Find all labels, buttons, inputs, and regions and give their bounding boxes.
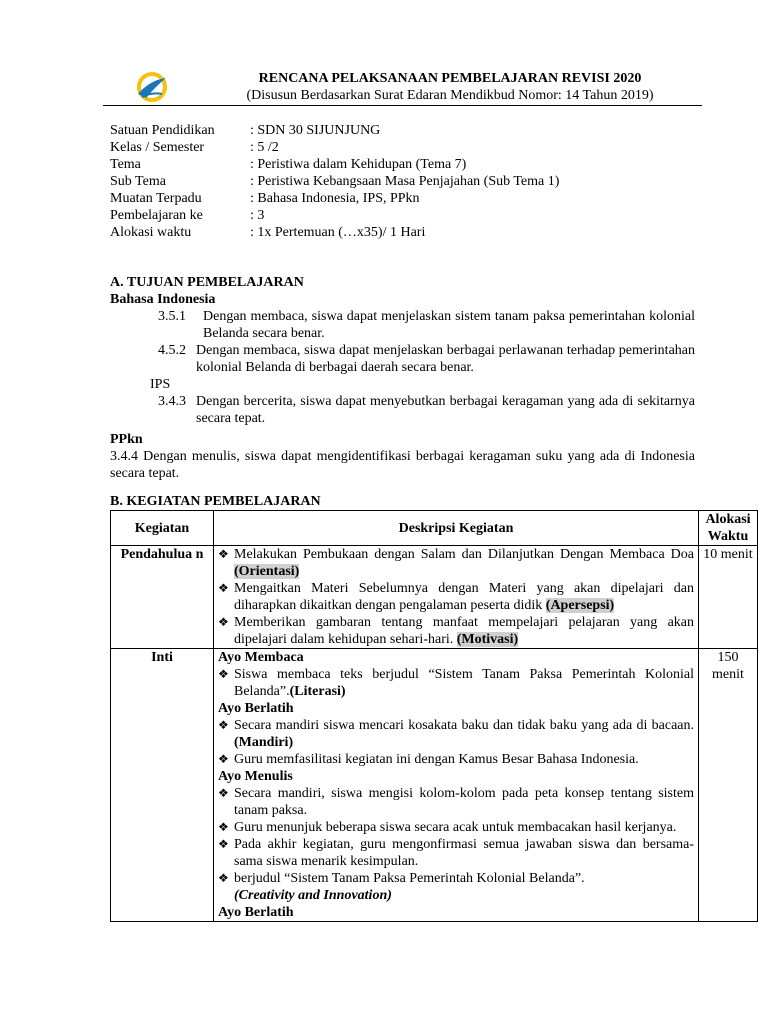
diamond-bullet-icon: ❖: [218, 615, 229, 629]
diamond-bullet-icon: ❖: [218, 718, 229, 732]
info-label: Kelas / Semester: [110, 140, 205, 155]
bullet-tag: (Motivasi): [456, 632, 519, 647]
info-value: : 1x Pertemuan (…x35)/ 1 Hari: [250, 225, 426, 240]
bullet-tag: (Apersepsi): [545, 598, 615, 613]
bullet-text: berjudul “Sistem Tanam Paksa Pemerintah Kolonial Belanda”.: [234, 871, 585, 886]
list-item: [218, 580, 694, 614]
bullet-text: Melakukan Pembukaan dengan Salam dan Dilanjutkan Dengan Membaca Doa: [234, 547, 694, 562]
table-header-row: [111, 511, 758, 546]
info-row: [110, 156, 559, 173]
info-row: [110, 139, 559, 156]
bullet-tag: (Mandiri): [234, 735, 294, 750]
activity-time: 150 menit: [699, 649, 758, 922]
subject-heading: Bahasa Indonesia: [110, 292, 216, 307]
activity-subheading: Ayo Membaca: [218, 650, 304, 665]
bullet-tag: (Creativity and Innovation): [234, 888, 392, 903]
list-item: [218, 717, 694, 751]
info-label: Muatan Terpadu: [110, 191, 202, 206]
list-item: [218, 785, 694, 819]
info-label: Sub Tema: [110, 174, 166, 189]
objective-text: Dengan membaca, siswa dapat menjelaskan berbagai perlawanan terhadap pemerintahan kolonial Belanda di berbagai daerah secara benar.: [196, 343, 695, 375]
list-item: [218, 614, 694, 648]
activity-subheading: Ayo Berlatih: [218, 905, 294, 920]
list-item: [218, 870, 694, 904]
info-value: : Peristiwa dalam Kehidupan (Tema 7): [250, 157, 467, 172]
bullet-text: Secara mandiri, siswa mengisi kolom-kolom pada peta konsep tentang sistem tanam paksa.: [234, 786, 694, 818]
diamond-bullet-icon: ❖: [218, 547, 229, 561]
objective-number: 3.5.1: [158, 309, 186, 324]
info-row: [110, 122, 559, 139]
diamond-bullet-icon: ❖: [218, 752, 229, 766]
col-header-kegiatan: Kegiatan: [111, 511, 214, 546]
bullet-text: Guru memfasilitasi kegiatan ini dengan Kamus Besar Bahasa Indonesia.: [234, 752, 639, 767]
activity-name: Inti: [111, 649, 214, 922]
section-kegiatan-heading: B. KEGIATAN PEMBELAJARAN: [110, 494, 321, 509]
info-label: Tema: [110, 157, 141, 172]
list-item: [218, 819, 694, 836]
objective-text: 3.4.4 Dengan menulis, siswa dapat mengidentifikasi berbagai keragaman suku yang ada di Indonesia secara tepat.: [110, 449, 695, 481]
table-row: [111, 649, 758, 922]
info-row: [110, 190, 559, 207]
diamond-bullet-icon: ❖: [218, 871, 229, 885]
info-value: : SDN 30 SIJUNJUNG: [250, 123, 381, 138]
tut-wuri-handayani-logo: [132, 70, 170, 104]
identity-block: [110, 122, 559, 241]
subject-heading: IPS: [150, 377, 171, 392]
info-value: : 5 /2: [250, 140, 279, 155]
activity-subheading: Ayo Berlatih: [218, 701, 294, 716]
activity-description: [214, 546, 699, 649]
list-item: [218, 666, 694, 700]
list-item: [218, 836, 694, 870]
header-divider: [103, 105, 702, 106]
info-value: : 3: [250, 208, 265, 223]
activity-name: Pendahulua n: [111, 546, 214, 649]
section-tujuan: [110, 274, 695, 482]
objective-text: Dengan bercerita, siswa dapat menyebutkan berbagai keragaman yang ada di sekitarnya secara tepat.: [196, 394, 695, 426]
diamond-bullet-icon: ❖: [218, 837, 229, 851]
objective-item: [110, 308, 695, 342]
info-row: [110, 224, 559, 241]
info-label: Pembelajaran ke: [110, 208, 203, 223]
objective-text: Dengan membaca, siswa dapat menjelaskan sistem tanam paksa pemerintahan kolonial Belanda secara benar.: [203, 309, 695, 341]
bullet-text: Mengaitkan Materi Sebelumnya dengan Materi yang akan dipelajari dan diharapkan dikaitkan dengan pengalaman peserta didik: [234, 581, 694, 613]
info-label: Alokasi waktu: [110, 225, 192, 240]
activity-time: 10 menit: [699, 546, 758, 649]
col-header-deskripsi: Deskripsi Kegiatan: [214, 511, 699, 546]
activity-description: [214, 649, 699, 922]
document-title: RENCANA PELAKSANAAN PEMBELAJARAN REVISI 2020: [258, 71, 642, 86]
bullet-tag: (Orientasi): [234, 564, 300, 579]
info-row: [110, 207, 559, 224]
info-value: : Peristiwa Kebangsaan Masa Penjajahan (Sub Tema 1): [250, 174, 560, 189]
objective-item: [110, 342, 695, 376]
list-item: [218, 751, 694, 768]
section-heading: A. TUJUAN PEMBELAJARAN: [110, 275, 304, 290]
objective-number: 3.4.3: [158, 394, 186, 409]
bullet-text: Memberikan gambaran tentang manfaat mempelajari pelajaran yang akan dipelajari dalam kehidupan sehari-hari.: [234, 615, 694, 647]
document-subtitle: (Disusun Berdasarkan Surat Edaran Mendikbud Nomor: 14 Tahun 2019): [246, 88, 654, 103]
diamond-bullet-icon: ❖: [218, 786, 229, 800]
activity-table: [110, 510, 758, 922]
col-header-alokasi: Alokasi Waktu: [699, 511, 758, 546]
activity-subheading: Ayo Menulis: [218, 769, 293, 784]
list-item: [218, 546, 694, 580]
diamond-bullet-icon: ❖: [218, 581, 229, 595]
bullet-text: Secara mandiri siswa mencari kosakata baku dan tidak baku yang ada di bacaan.: [234, 718, 694, 733]
objective-number: 4.5.2: [158, 343, 186, 358]
info-row: [110, 173, 559, 190]
diamond-bullet-icon: ❖: [218, 820, 229, 834]
table-row: [111, 546, 758, 649]
bullet-text: Pada akhir kegiatan, guru mengonfirmasi semua jawaban siswa dan bersama-sama siswa menarik kesimpulan.: [234, 837, 694, 869]
objective-item: [110, 393, 695, 427]
bullet-tag: (Literasi): [289, 684, 346, 699]
info-value: : Bahasa Indonesia, IPS, PPkn: [250, 191, 420, 206]
subject-heading: PPkn: [110, 432, 143, 447]
bullet-text: Guru menunjuk beberapa siswa secara acak untuk membacakan hasil kerjanya.: [234, 820, 677, 835]
diamond-bullet-icon: ❖: [218, 667, 229, 681]
bullet-text: Siswa membaca teks berjudul “Sistem Tanam Paksa Pemerintah Kolonial Belanda”.: [234, 667, 694, 699]
info-label: Satuan Pendidikan: [110, 123, 215, 138]
